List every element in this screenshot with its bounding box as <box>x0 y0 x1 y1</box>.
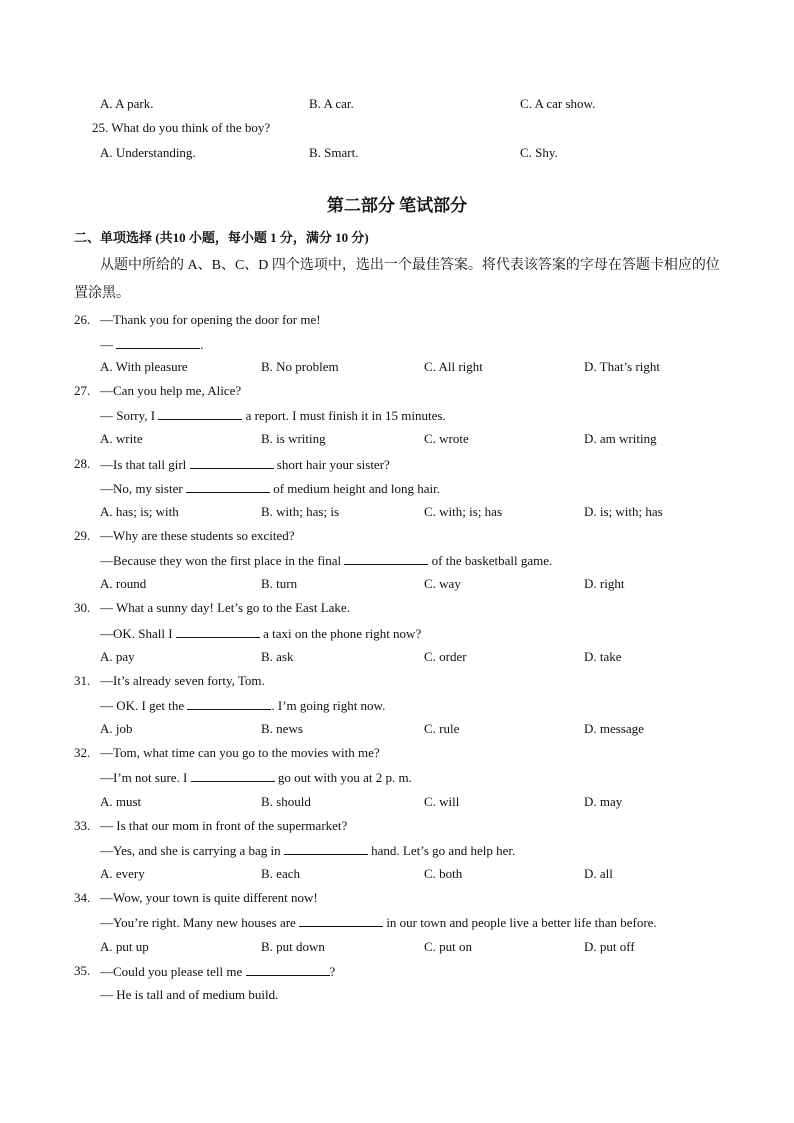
q26-number: 26. <box>74 312 91 327</box>
q28-number: 28. <box>74 456 91 471</box>
q29-line1: —Why are these students so excited? <box>100 528 295 543</box>
q26-line2: — . <box>100 337 204 352</box>
answer-blank[interactable] <box>176 625 260 638</box>
q31-option-b: B. news <box>261 721 303 736</box>
answer-blank[interactable] <box>186 480 270 493</box>
q31-option-c: C. rule <box>424 721 460 736</box>
q32-line1: —Tom, what time can you go to the movies with me? <box>100 745 380 760</box>
q33-number: 33. <box>74 818 91 833</box>
answer-blank[interactable] <box>299 914 383 927</box>
q27-option-c: C. wrote <box>424 431 469 446</box>
q34-option-a: A. put up <box>100 939 149 954</box>
q24-option-c: C. A car show. <box>520 96 596 111</box>
q26-option-a: A. With pleasure <box>100 359 188 374</box>
q26-line1: —Thank you for opening the door for me! <box>100 312 321 327</box>
q27-option-a: A. write <box>100 431 143 446</box>
q30-option-b: B. ask <box>261 649 294 664</box>
q28-line2: —No, my sister of medium height and long hair. <box>100 481 441 496</box>
q30-line2: —OK. Shall I a taxi on the phone right now? <box>100 626 422 641</box>
q25-text: 25. What do you think of the boy? <box>92 120 271 135</box>
q25-option-b: B. Smart. <box>309 145 359 160</box>
q31-line1: —It’s already seven forty, Tom. <box>100 673 265 688</box>
q30-number: 30. <box>74 600 91 615</box>
instructions-line1: 从题中所给的 A、B、C、D 四个选项中，选出一个最佳答案。将代表该答案的字母在答题卡相应的位 <box>100 258 720 273</box>
q35-line1: —Could you please tell me ? <box>100 964 336 979</box>
answer-blank[interactable] <box>246 963 330 976</box>
answer-blank[interactable] <box>187 697 271 710</box>
q28-option-d: D. is; with; has <box>584 504 663 519</box>
q24-option-b: B. A car. <box>309 96 354 111</box>
q27-number: 27. <box>74 383 91 398</box>
answer-blank[interactable] <box>190 456 274 469</box>
part2-header: 二、单项选择 (共10 小题，每小题 1 分，满分 10 分) <box>74 230 369 245</box>
answer-blank[interactable] <box>191 769 275 782</box>
q29-line2: —Because they won the first place in the final of the basketball game. <box>100 553 553 568</box>
q33-line2: —Yes, and she is carrying a bag in hand. Let’s go and help her. <box>100 843 516 858</box>
q28-option-b: B. with; has; is <box>261 504 340 519</box>
answer-blank[interactable] <box>116 336 200 349</box>
q24-option-a: A. A park. <box>100 96 154 111</box>
q34-option-d: D. put off <box>584 939 635 954</box>
q30-option-c: C. order <box>424 649 467 664</box>
q26-option-c: C. All right <box>424 359 483 374</box>
q26-option-d: D. That’s right <box>584 359 660 374</box>
q32-option-a: A. must <box>100 794 142 809</box>
q34-option-c: C. put on <box>424 939 473 954</box>
q34-line2: —You’re right. Many new houses are in our town and people live a better life than before. <box>100 915 657 930</box>
q32-option-c: C. will <box>424 794 460 809</box>
q35-number: 35. <box>74 963 91 978</box>
q28-option-a: A. has; is; with <box>100 504 179 519</box>
q31-number: 31. <box>74 673 91 688</box>
q33-line1: — Is that our mom in front of the supermarket? <box>100 818 348 833</box>
q29-option-c: C. way <box>424 576 461 591</box>
q29-option-b: B. turn <box>261 576 298 591</box>
q30-option-a: A. pay <box>100 649 135 664</box>
q29-option-a: A. round <box>100 576 147 591</box>
q32-line2: —I’m not sure. I go out with you at 2 p. m. <box>100 770 412 785</box>
q35-line2: — He is tall and of medium build. <box>100 987 279 1002</box>
q25-option-a: A. Understanding. <box>100 145 196 160</box>
q33-option-c: C. both <box>424 866 463 881</box>
q30-option-d: D. take <box>584 649 622 664</box>
q30-line1: — What a sunny day! Let’s go to the East Lake. <box>100 600 350 615</box>
q27-option-b: B. is writing <box>261 431 326 446</box>
section-title: 第二部分 笔试部分 <box>326 196 468 215</box>
q32-number: 32. <box>74 745 91 760</box>
q28-option-c: C. with; is; has <box>424 504 503 519</box>
q25-option-c: C. Shy. <box>520 145 558 160</box>
q32-option-b: B. should <box>261 794 311 809</box>
q26-option-b: B. No problem <box>261 359 339 374</box>
q29-number: 29. <box>74 528 91 543</box>
answer-blank[interactable] <box>344 552 428 565</box>
instructions-line2: 置涂黑。 <box>74 286 130 301</box>
q31-option-d: D. message <box>584 721 644 736</box>
q34-option-b: B. put down <box>261 939 325 954</box>
q27-line1: —Can you help me, Alice? <box>100 383 242 398</box>
q34-line1: —Wow, your town is quite different now! <box>100 890 318 905</box>
q32-option-d: D. may <box>584 794 623 809</box>
q27-option-d: D. am writing <box>584 431 657 446</box>
answer-blank[interactable] <box>284 842 368 855</box>
q29-option-d: D. right <box>584 576 625 591</box>
q33-option-d: D. all <box>584 866 613 881</box>
q31-option-a: A. job <box>100 721 133 736</box>
q31-line2: — OK. I get the . I’m going right now. <box>100 698 386 713</box>
answer-blank[interactable] <box>158 407 242 420</box>
q27-line2: — Sorry, I a report. I must finish it in 15 minutes. <box>100 408 446 423</box>
q33-option-a: A. every <box>100 866 145 881</box>
q33-option-b: B. each <box>261 866 300 881</box>
q28-line1: —Is that tall girl short hair your sister? <box>100 457 390 472</box>
q34-number: 34. <box>74 890 91 905</box>
